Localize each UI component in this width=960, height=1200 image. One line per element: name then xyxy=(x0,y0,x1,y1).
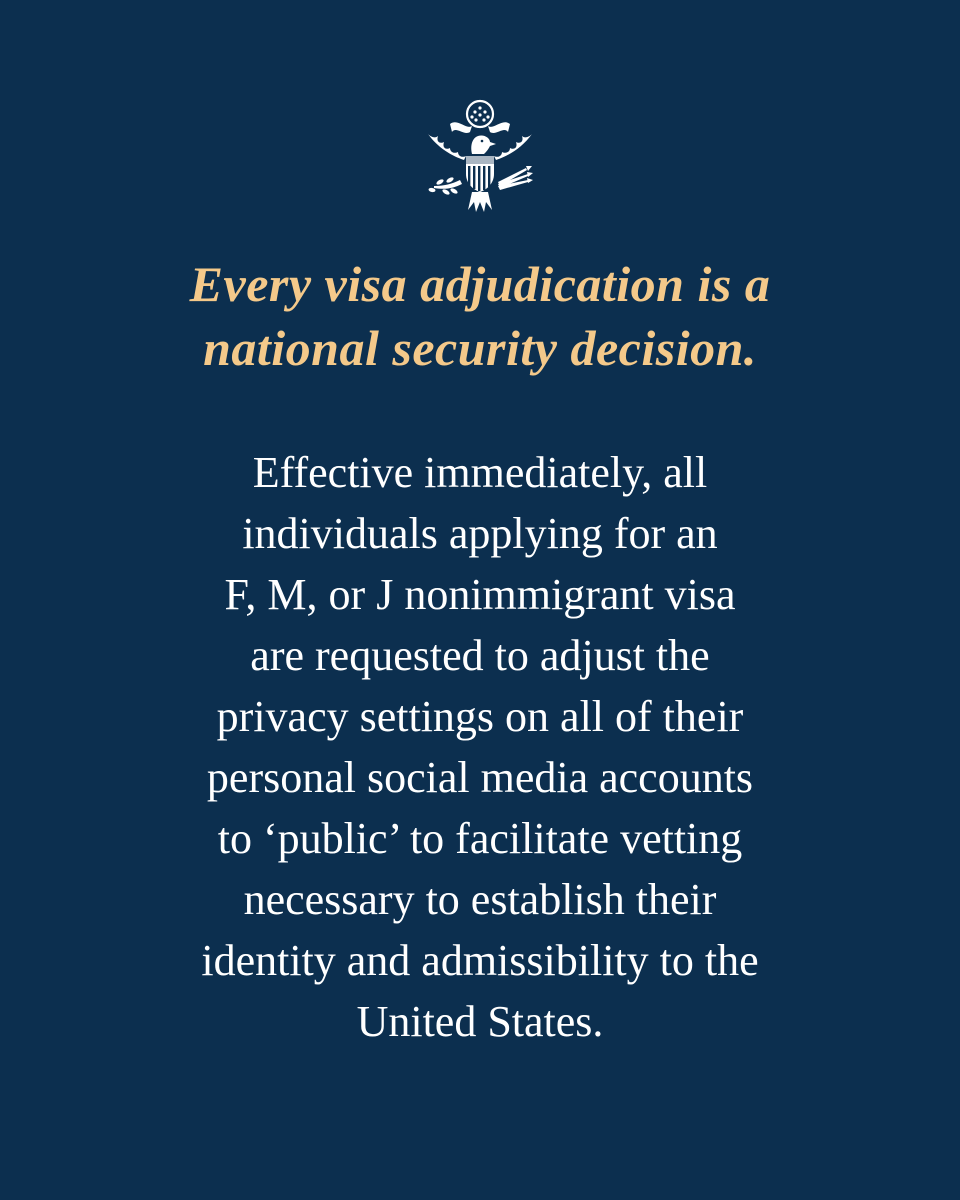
headline-line: Every visa adjudication is a xyxy=(189,256,771,312)
body-line: privacy settings on all of their xyxy=(216,692,744,741)
headline xyxy=(60,252,900,380)
body-line: identity and admissibility to the xyxy=(201,936,759,985)
body-line: to ‘public’ to facilitate vetting xyxy=(217,814,743,863)
body-line: are requested to adjust the xyxy=(250,631,710,680)
announcement-body xyxy=(60,442,900,1052)
body-line: personal social media accounts xyxy=(206,753,754,802)
body-line: F, M, or J nonimmigrant visa xyxy=(224,570,736,619)
body-line: Effective immediately, all xyxy=(252,448,708,497)
great-seal-eagle-icon xyxy=(410,96,550,220)
body-line: individuals applying for an xyxy=(242,509,718,558)
body-line: United States. xyxy=(356,997,604,1046)
body-line: necessary to establish their xyxy=(243,875,717,924)
headline-line: national security decision. xyxy=(203,320,757,376)
